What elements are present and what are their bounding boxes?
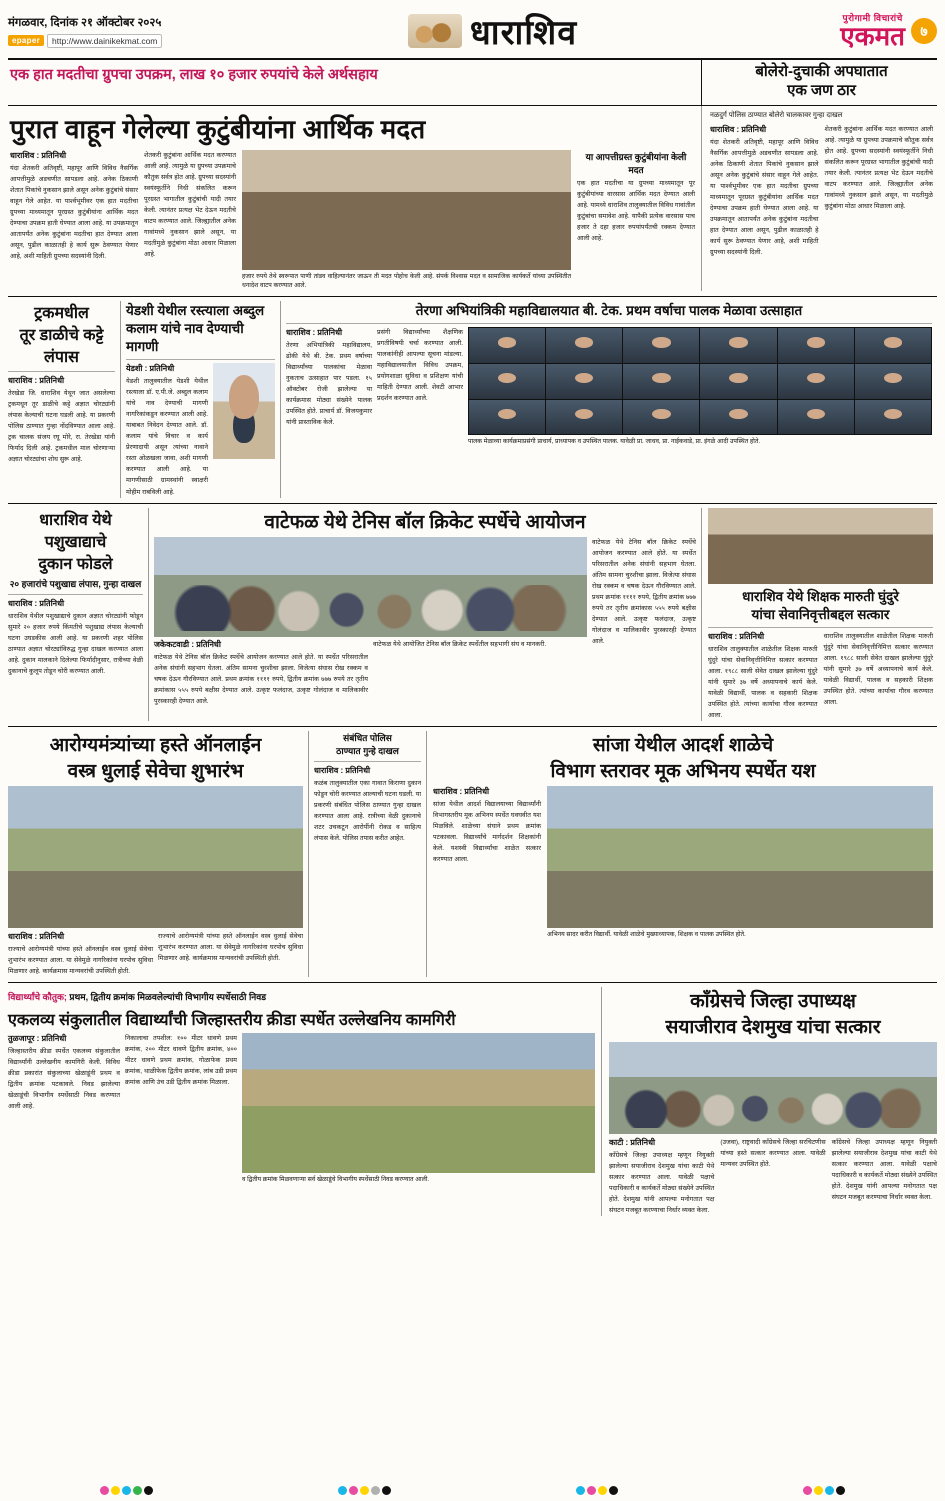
terna-photo-caption: पालक मेळाव्या कार्यक्रमाप्रसंगी प्राचार्य, प्राध्यापक व उपस्थित पालक. यावेळी प्रा. जाधव, प्रा. नाईकवाडे, प्रा. इंगळे आदी उपस्थित होते. bbox=[468, 438, 761, 446]
lead-subhead: या आपत्तीग्रस्त कुटुंबीयांना केली मदत bbox=[585, 151, 687, 175]
date-line: मंगळवार, दिनांक २१ ऑक्टोबर २०२५ bbox=[8, 16, 162, 29]
third-row bbox=[8, 508, 937, 721]
congress-head-2: सयाजीराव देशमुख यांचा सत्कार bbox=[665, 1016, 881, 1038]
kalam-portrait-photo bbox=[213, 363, 275, 459]
story-eklavya-sports bbox=[8, 987, 601, 1216]
dot-group-1 bbox=[100, 1486, 153, 1495]
congress-head-1: काँग्रेसचे जिल्हा उपाध्यक्ष bbox=[690, 990, 856, 1012]
story-teacher-felicitation bbox=[701, 508, 937, 721]
lead-col-4 bbox=[577, 150, 695, 292]
mime-photo-caption: अभिनय सादर करीत विद्यार्थी. यावेळी शाळेचे मुख्याध्यापक, शिक्षक व पालक उपस्थित होते. bbox=[547, 930, 746, 938]
cricket-body-2: वाटेफळ येथे आयोजित टेनिस बॉल क्रिकेट स्पर्धेतील सहभागी संघ व मानकरी. bbox=[373, 640, 547, 648]
masthead-center bbox=[238, 8, 747, 54]
feed-head-2: दुकान फोडले bbox=[38, 555, 113, 573]
teacher-body-1: धाराशिव तालुक्यातील शाळेतील शिक्षक मारुती घुंदुरे यांचा सेवानिवृत्तीनिमित्त सत्कार करण्यात आला. १९८८ साली सेवेत दाखल झालेल्या घुंदुरे यांनी सुमारे ३७ वर्षे अध्यापनाचे कार्य केले. यावेळी विद्यार्थी, पालक व सहकारी शिक्षक उपस्थित होते. त्यांच्या कार्याचा गौरव करण्यात आला. bbox=[708, 645, 818, 719]
dot-group-3 bbox=[576, 1486, 618, 1495]
edition-title: धाराशिव bbox=[469, 14, 578, 52]
story-cricket bbox=[148, 508, 701, 721]
eklavya-body-1: जिल्हास्तरीय क्रीडा स्पर्धेत एकलव्य संकुलातील विद्यार्थ्यांनी उल्लेखनीय कामगिरी केली. विविध क्रीडा प्रकारांत संकुलाच्या खेळाडूंनी प्रथम व द्वितीय क्रमांक पटकावले. निवड झालेल्या खेळाडूंची विभागीय स्पर्धेसाठी निवड करण्यात आली आहे. bbox=[8, 1047, 120, 1110]
congress-body-1: काँग्रेसचे जिल्हा उपाध्यक्ष म्हणून नियुक्ती झालेल्या सयाजीराव देशमुख यांचा काटी येथे सत्कार करण्यात आला. यावेळी पक्षाचे पदाधिकारी व कार्यकर्ते मोठ्या संख्येने उपस्थित होते. देशमुख यांनी आपल्या मनोगतात पक्ष संघटन मजबूत करण्याचा निर्धार व्यक्त केला. bbox=[609, 1151, 715, 1214]
police-body: कळंब तालुक्यातील एका गावात किराणा दुकान फोडून चोरी करण्यात आल्याची घटना घडली. या प्रकरणी संबंधित पोलिस ठाण्यात गुन्हा दाखल करण्यात आला आहे. रात्रीच्या वेळी दुकानाचे शटर उचकटून आरोपींनी रोकड व साहित्य लंपास केले. पोलिस तपास करीत आहेत. bbox=[314, 779, 421, 842]
kalam-byline: येडशी : प्रतिनिधी bbox=[126, 364, 175, 374]
dot-group-2 bbox=[338, 1486, 391, 1495]
truck-head-2: तूर डाळीचे कट्टे bbox=[19, 327, 104, 345]
dot-group-4 bbox=[803, 1486, 845, 1495]
story-police-case bbox=[308, 731, 426, 977]
teacher-head-1: धाराशिव येथे शिक्षक मारुती घुंदुरे bbox=[742, 588, 899, 604]
masthead-left bbox=[8, 15, 238, 48]
top-strap bbox=[8, 60, 937, 106]
epaper-badge: epaper bbox=[8, 35, 44, 46]
truck-head-3: लंपास bbox=[44, 349, 79, 367]
kalam-body: येडशी तालुक्यातील येडशी येथील रस्त्याला डॉ. ए.पी.जे. अब्दुल कलाम यांचे नाव देण्याची मागणी नागरिकांकडून करण्यात आली आहे. याबाबत निवेदन देण्यात आले. डॉ. कलाम यांचे विचार व कार्य प्रेरणादायी असून त्यांच्या नावाने रस्ता ओळखला जावा, अशी मागणी करण्यात आली आहे. या मागणीसाठी ग्रामस्थांनी स्वाक्षरी मोहीम राबविली आहे. bbox=[126, 378, 208, 496]
eklavya-photo-caption: व द्वितीय क्रमांक मिळवणाऱ्या सर्व खेळाडूंचे विभागीय स्पर्धेसाठी निवड करण्यात आली. bbox=[242, 1175, 430, 1183]
strap-headline: एक हात मदतीचा ग्रुपचा उपक्रम, लाख १० हजार रुपयांचे केले अर्थसहाय bbox=[10, 67, 378, 83]
terna-body-1: तेरणा अभियांत्रिकी महाविद्यालय, ढोकी येथे बी. टेक. प्रथम वर्षाच्या विद्यार्थ्यांच्या पालकांचा मेळावा नुकताच उत्साहात पार पडला. १५ ऑक्टोबर रोजी झालेल्या या कार्यक्रमास मोठ्या संख्येने पालक उपस्थित होते. प्राचार्य डॉ. विजयकुमार यांनी प्रास्ताविक केले. bbox=[286, 342, 372, 427]
laundry-body-1: राज्याचे आरोग्यमंत्री यांच्या हस्ते ऑनलाईन वस्त्र धुलाई सेवेचा शुभारंभ करण्यात आला. या सेवेमुळे नागरिकांना घरपोच सुविधा मिळणार आहे. कार्यक्रमास मान्यवरांची उपस्थिती होती. bbox=[8, 945, 153, 975]
laundry-byline: धाराशिव : प्रतिनिधी bbox=[8, 931, 65, 941]
eklavya-head: एकलव्य संकुलातील विद्यार्थ्यांची जिल्हास्तरीय क्रीडा स्पर्धेत उल्लेखनिय कामगिरी bbox=[8, 1011, 456, 1029]
cricket-byline: जकेकटवाडी : प्रतिनिधी bbox=[154, 639, 221, 649]
police-kicker-1: संबंधित पोलिस bbox=[343, 732, 392, 743]
right-rail-byline: धाराशिव : प्रतिनिधी bbox=[710, 124, 767, 134]
terna-byline: धाराशिव : प्रतिनिधी bbox=[286, 328, 343, 338]
bottom-row bbox=[8, 987, 937, 1216]
lead-headline: पुरात वाहून गेलेल्या कुटुंबीयांना आर्थिक मदत bbox=[10, 113, 426, 144]
lead-photo bbox=[242, 150, 571, 270]
mime-byline: धाराशिव : प्रतिनिधी bbox=[433, 786, 490, 796]
feed-body: धाराशिव येथील पशुखाद्याचे दुकान अज्ञात चोरट्यांनी फोडून सुमारे २० हजार रुपये किंमतीचे पशुखाद्य लंपास केल्याची घटना उघडकीस आली आहे. या प्रकरणी शहर पोलिस ठाण्यात अज्ञात चोरट्यांविरुद्ध गुन्हा दाखल करण्यात आला आहे. दुकान मालकाने दिलेल्या फिर्यादीनुसार, रात्रीच्या वेळी दुकानाचे कुलूप तोडून चोरी करण्यात आली. bbox=[8, 612, 143, 675]
lead-body-2: शेतकरी कुटुंबांना आर्थिक मदत करण्यात आली आहे. त्यामुळे या ग्रुपच्या उपक्रमाचे कौतुक सर्वत्र होत आहे. ग्रुपच्या सदस्यांनी स्वयंस्फूर्तीने निधी संकलित करून पूरग्रस्त भागातील कुटुंबांची यादी तयार केली. त्यानंतर प्रत्यक्ष भेट देऊन मदतीचे वाटप करण्यात आले. जिल्ह्यातील अनेक गावांमध्ये नुकसान झाले असून, या मदतीमुळे कुटुंबांना मोठा आधार मिळाला आहे. bbox=[144, 151, 236, 258]
eklavya-byline: तुळजापूर : प्रतिनिधी bbox=[8, 1033, 67, 1043]
cricket-head: वाटेफळ येथे टेनिस बॉल क्रिकेट स्पर्धेचे आयोजन bbox=[264, 511, 586, 533]
right-rail-story bbox=[701, 106, 937, 292]
congress-body-3: काँग्रेसचे जिल्हा उपाध्यक्ष म्हणून नियुक्ती झालेल्या सयाजीराव देशमुख यांचा काटी येथे सत्कार करण्यात आला. यावेळी पक्षाचे पदाधिकारी व कार्यकर्ते मोठ्या संख्येने उपस्थित होते. देशमुख यांनी आपल्या मनोगतात पक्ष संघटन मजबूत करण्याचा निर्धार व्यक्त केला. bbox=[831, 1138, 937, 1201]
feed-head-1: धाराशिव येथे पशुखाद्याचे bbox=[39, 511, 112, 551]
site-url[interactable]: http://www.dainikekmat.com bbox=[47, 34, 162, 48]
masthead-right bbox=[747, 14, 937, 49]
story-feed-shop-theft bbox=[8, 508, 148, 721]
lead-body-1: यंदा शेतकरी अतिवृष्टी, महापूर आणि विविध नैसर्गिक आपत्तीमुळे अडचणीत सापडला आहे. अनेक ठिकाणी शेतात पिकांचे नुकसान झाले असून अनेक कुटुंबांचे संसार वाहून गेले आहेत. या पार्श्वभूमीवर एक हात मदतीचा ग्रुपच्या माध्यमातून पूरग्रस्त कुटुंबीयांना आर्थिक मदत देण्याचा उपक्रम हाती घेण्यात आला आहे. या उपक्रमातून आतापर्यंत अनेक कुटुंबांना मदतीचा हात देण्यात आला असून, पुढील काळातही हे कार्य सुरू ठेवण्यात येणार आहे, अशी माहिती ग्रुपच्या सदस्यांनी दिली. bbox=[10, 164, 138, 260]
lead-byline: धाराशिव : प्रतिनिधी bbox=[10, 150, 67, 160]
story-truck-dal bbox=[8, 301, 120, 497]
bottom-kicker-pink: विद्यार्थ्यांचे कौतुक; bbox=[8, 991, 67, 1002]
bottom-kicker bbox=[8, 987, 595, 1005]
fort-emblem-icon bbox=[408, 14, 462, 48]
fourth-row bbox=[8, 731, 937, 977]
teacher-body-2: धाराशिव तालुक्यातील शाळेतील शिक्षक मारुती घुंदुरे यांचा सेवानिवृत्तीनिमित्त सत्कार करण्यात आला. १९८८ साली सेवेत दाखल झालेल्या घुंदुरे यांनी सुमारे ३७ वर्षे अध्यापनाचे कार्य केले. यावेळी विद्यार्थी, पालक व सहकारी शिक्षक उपस्थित होते. त्यांच्या कार्याचा गौरव करण्यात आला. bbox=[823, 632, 933, 706]
page-number-badge: ७ bbox=[911, 18, 937, 44]
brand-logo bbox=[840, 14, 905, 49]
truck-body: तेरखेडा जि. धाराशिव येथून जात असलेल्या ट्रकमधून तूर डाळीचे कट्टे अज्ञात चोरट्यांनी लंपास केल्याची घटना घडली आहे. या प्रकरणी पोलिस ठाण्यात गुन्हा नोंदविण्यात आला आहे. ट्रक चालक संजय रघू मोरे, रा. तेरखेडा यांनी फिर्याद दिली आहे. ट्रकमधील माल चोरणाऱ्या अज्ञात चोरट्यांचा शोध सुरू आहे. bbox=[8, 390, 115, 464]
cricket-body-3: वाटेफळ येथे टेनिस बॉल क्रिकेट स्पर्धेचे आयोजन करण्यात आले होते. या स्पर्धेत परिसरातील अनेक संघांनी सहभाग घेतला. अंतिम सामना चुरशीचा झाला. विजेत्या संघास रोख रक्कम व चषक देऊन गौरविण्यात आले. प्रथम क्रमांक ११११ रुपये, द्वितीय क्रमांक ७७७ रुपये तर तृतीय क्रमांकास ५५५ रुपये बक्षीस देण्यात आले. उत्कृष्ट फलंदाज, उत्कृष्ट गोलंदाज व मालिकावीर पुरस्कारही देण्यात आले. bbox=[592, 538, 696, 645]
lead-col-1 bbox=[10, 150, 138, 292]
laundry-body-2: राज्याचे आरोग्यमंत्री यांच्या हस्ते ऑनलाईन वस्त्र धुलाई सेवेचा शुभारंभ करण्यात आला. या सेवेमुळे नागरिकांना घरपोच सुविधा मिळणार आहे. कार्यक्रमास मान्यवरांची उपस्थिती होती. bbox=[158, 932, 303, 962]
teacher-photo bbox=[708, 508, 933, 584]
story-laundry-launch bbox=[8, 731, 308, 977]
lead-col-2 bbox=[144, 150, 236, 292]
feed-subhead: २० हजारांचे पशुखाद्य लंपास, गुन्हा दाखल bbox=[9, 578, 142, 589]
laundry-head-1: आरोग्यमंत्र्यांच्या हस्ते ऑनलाईन bbox=[49, 734, 262, 756]
laundry-photo bbox=[8, 786, 303, 928]
masthead bbox=[8, 6, 937, 60]
terna-zoom-grid-photo bbox=[468, 327, 932, 435]
police-byline: धाराशिव : प्रतिनिधी bbox=[314, 765, 371, 775]
lead-body-4: एक हात मदतीचा या ग्रुपच्या माध्यमातून पूर कुटुंबीयांच्या वारसास आर्थिक मदत देण्यात आली आहे. यामध्ये धाराशिव तालुक्यातील विविध गावांतील कुटुंबांचा समावेश आहे. यापैकी प्रत्येक वारसास पाच हजार ते दहा हजार रुपयांपर्यंतची रक्कम देण्यात आली आहे. bbox=[577, 179, 695, 242]
lead-photo-block bbox=[242, 150, 571, 292]
eklavya-body-2: निकालाचा तपशील: १०० मीटर धावणे प्रथम क्रमांक, २०० मीटर धावणे द्वितीय क्रमांक, ४०० मीटर धावणे प्रथम क्रमांक, गोळाफेक प्रथम क्रमांक, थाळीफेक द्वितीय क्रमांक, लांब उडी प्रथम क्रमांक आणि उंच उडी द्वितीय क्रमांक मिळाला. bbox=[125, 1034, 237, 1086]
strap-right-line1: बोलेरो-दुचाकी अपघातात bbox=[755, 63, 888, 80]
mime-photo bbox=[547, 786, 933, 928]
right-rail-sub: नळदुर्ग पोलिस ठाण्यात बोलेरो चालकावर गुन्हा दाखल bbox=[710, 111, 843, 119]
laundry-head-2: वस्त्र धुलाई सेवेचा शुभारंभ bbox=[67, 760, 244, 782]
mid-row bbox=[8, 301, 937, 497]
mime-head-2: विभाग स्तरावर मूक अभिनय स्पर्धेत यश bbox=[550, 760, 816, 782]
story-kalam-road bbox=[120, 301, 280, 497]
feed-byline: धाराशिव : प्रतिनिधी bbox=[8, 598, 65, 608]
mime-head-1: सांजा येथील आदर्श शाळेचे bbox=[592, 734, 774, 756]
lead-row bbox=[8, 106, 937, 292]
lead-story bbox=[8, 106, 701, 292]
brand-name: एकमत bbox=[840, 20, 905, 51]
bottom-kicker-rest: प्रथम, द्वितीय क्रमांक मिळवलेल्यांची विभागीय स्पर्धेसाठी निवड bbox=[66, 991, 267, 1002]
terna-body-2: प्रसंगी विद्यार्थ्यांच्या शैक्षणिक प्रगतीविषयी चर्चा करण्यात आली. पालकांनीही आपल्या सूचना मांडल्या. महाविद्यालयातील विविध उपक्रम, प्रयोगशाळा सुविधा व प्रशिक्षण यांची माहिती देण्यात आली. शेवटी आभार प्रदर्शन करण्यात आले. bbox=[377, 329, 463, 403]
registration-marks bbox=[8, 1486, 937, 1495]
police-kicker-2: ठाण्यात गुन्हे दाखल bbox=[336, 745, 399, 756]
story-mime-competition bbox=[426, 731, 937, 977]
epaper-link[interactable] bbox=[8, 34, 238, 48]
terna-head: तेरणा अभियांत्रिकी महाविद्यालयात बी. टेक. प्रथम वर्षाचा पालक मेळावा उत्साहात bbox=[415, 303, 803, 319]
mime-body-1: सांजा येथील आदर्श विद्यालयाच्या विद्यार्थ्यांनी विभागस्तरीय मूक अभिनय स्पर्धेत घवघवीत यश मिळविले. शाळेच्या संघाने प्रथम क्रमांक पटकावला. विद्यार्थ्यांचे मार्गदर्शन शिक्षकांनी केले. यशस्वी विद्यार्थ्यांचा शाळेत सत्कार करण्यात आला. bbox=[433, 800, 541, 863]
cricket-team-photo bbox=[154, 537, 587, 637]
truck-head-1: ट्रकमधील bbox=[34, 305, 89, 323]
congress-body-2: (उजवा), राष्ट्रवादी काँग्रेसचे जिल्हा सरचिटणीस यांच्या हस्ते सत्कार करण्यात आला. यावेळी मान्यवर उपस्थित होते. bbox=[720, 1138, 826, 1168]
strap-right-line2: एक जण ठार bbox=[787, 81, 856, 99]
brand-tagline: पुरोगामी विचारांचे bbox=[842, 12, 903, 23]
right-rail-body-2: शेतकरी कुटुंबांना आर्थिक मदत करण्यात आली आहे. त्यामुळे या ग्रुपच्या उपक्रमाचे कौतुक सर्वत्र होत आहे. ग्रुपच्या सदस्यांनी स्वयंस्फूर्तीने निधी संकलित करून पूरग्रस्त भागातील कुटुंबांची यादी तयार केली. त्यानंतर प्रत्यक्ष भेट देऊन मदतीचे वाटप करण्यात आले. जिल्ह्यातील अनेक गावांमध्ये नुकसान झाले असून, या मदतीमुळे कुटुंबांना मोठा आधार मिळाला आहे. bbox=[824, 125, 933, 210]
truck-byline: धाराशिव : प्रतिनिधी bbox=[8, 376, 65, 386]
congress-photo bbox=[609, 1042, 937, 1134]
cricket-body-1: वाटेफळ येथे टेनिस बॉल क्रिकेट स्पर्धेचे आयोजन करण्यात आले होते. या स्पर्धेत परिसरातील अनेक संघांनी सहभाग घेतला. अंतिम सामना चुरशीचा झाला. विजेत्या संघास रोख रक्कम व चषक देऊन गौरविण्यात आले. प्रथम क्रमांक ११११ रुपये, द्वितीय क्रमांक ७७७ रुपये तर तृतीय क्रमांकास ५५५ रुपये बक्षीस देण्यात आले. उत्कृष्ट फलंदाज, उत्कृष्ट गोलंदाज व मालिकावीर पुरस्कारही देण्यात आले. bbox=[154, 653, 368, 705]
right-rail-body-1: यंदा शेतकरी अतिवृष्टी, महापूर आणि विविध नैसर्गिक आपत्तीमुळे अडचणीत सापडला आहे. अनेक ठिकाणी शेतात पिकांचे नुकसान झाले असून अनेक कुटुंबांचे संसार वाहून गेले आहेत. या पार्श्वभूमीवर एक हात मदतीचा ग्रुपच्या माध्यमातून पूरग्रस्त कुटुंबीयांना आर्थिक मदत देण्याचा उपक्रम हाती घेण्यात आला आहे. या उपक्रमातून आतापर्यंत अनेक कुटुंबांना मदतीचा हात देण्यात आला असून, पुढील काळातही हे कार्य सुरू ठेवण्यात येणार आहे, अशी माहिती ग्रुपच्या सदस्यांनी दिली. bbox=[710, 138, 819, 256]
story-congress-felicitation bbox=[601, 987, 937, 1216]
teacher-byline: धाराशिव : प्रतिनिधी bbox=[708, 631, 765, 641]
eklavya-sports-photo bbox=[242, 1033, 595, 1173]
lead-photo-caption: हजार रुपये तेथे स्वरूपात पाणी तांडव वाहिल्यानंतर जाऊन ती मदत पोहोच केली आहे. संपर्क विश्वास मदत व सामाजिक कार्यकर्ते यांच्या उपस्थितीत धनादेश वाटप करण्यात आले. bbox=[242, 272, 571, 290]
teacher-head-2: यांचा सेवानिवृत्तीबद्दल सत्कार bbox=[751, 606, 890, 622]
kalam-head: येडशी येथील रस्त्याला अब्दुल कलाम यांचे नाव देण्याची मागणी bbox=[126, 303, 265, 355]
strap-right-story bbox=[701, 60, 937, 105]
story-terna-college bbox=[280, 301, 937, 497]
congress-byline: काटी : प्रतिनिधी bbox=[609, 1137, 656, 1147]
